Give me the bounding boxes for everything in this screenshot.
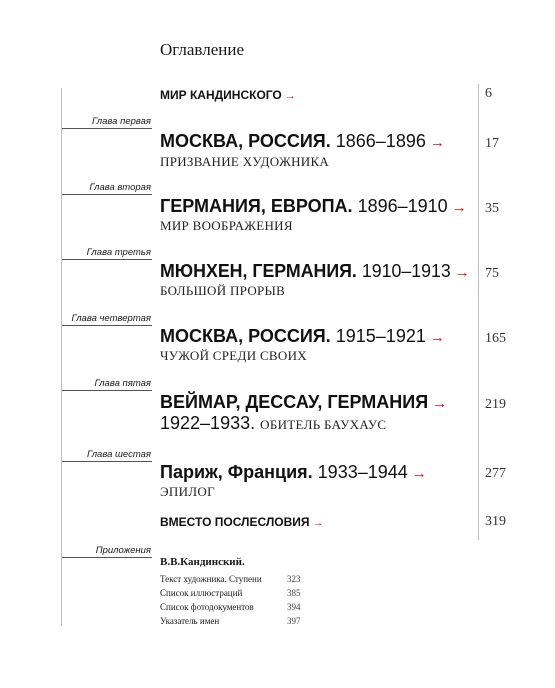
chapter-2-subtitle: МИР ВООБРАЖЕНИЯ (160, 218, 293, 233)
chapter-5-label: Глава пятая (94, 378, 151, 389)
appendix-item-1[interactable]: Текст художника. Ступени (160, 574, 262, 584)
chapter-4-place: МОСКВА, РОССИЯ. (160, 326, 331, 346)
chapter-5-page-number: 219 (485, 397, 506, 412)
arrow-right-icon: → (411, 465, 427, 482)
chapter-1-title[interactable] (160, 131, 445, 152)
toc-entry-afterword[interactable] (160, 515, 324, 529)
appendix-item-1-page: 323 (287, 574, 301, 584)
appendix-heading: В.В.Кандинский. (160, 556, 245, 568)
intro-page-number: 6 (485, 86, 492, 101)
arrow-right-icon: → (432, 395, 448, 412)
chapter-6-subtitle: ЭПИЛОГ (160, 484, 215, 499)
chapter-6-label: Глава шестая (86, 449, 151, 460)
chapter-5-subtitle: ОБИТЕЛЬ БАУХАУС (260, 417, 387, 432)
appendix-item-3[interactable]: Список фотодокументов (160, 602, 254, 612)
toc-entry-intro[interactable] (160, 88, 296, 102)
chapter-2-place: ГЕРМАНИЯ, ЕВРОПА. (160, 196, 353, 216)
chapter-1-subtitle: ПРИЗВАНИЕ ХУДОЖНИКА (160, 154, 330, 169)
chapter-6-years: 1933–1944 (317, 462, 408, 482)
chapter-5-title[interactable] (160, 392, 447, 413)
chapter-2-rule (62, 194, 152, 195)
chapter-5-place: ВЕЙМАР, ДЕССАУ, ГЕРМАНИЯ (160, 392, 429, 412)
appendix-label: Приложения (95, 545, 151, 556)
afterword-title: ВМЕСТО ПОСЛЕСЛОВИЯ (160, 515, 310, 529)
chapter-4-title[interactable] (160, 326, 445, 347)
chapter-1-page-number: 17 (485, 136, 499, 151)
arrow-right-icon: → (451, 199, 467, 216)
chapter-6-title[interactable] (160, 462, 427, 483)
left-divider (61, 88, 62, 626)
chapter-3-subtitle: БОЛЬШОЙ ПРОРЫВ (160, 283, 286, 298)
appendix-item-2-page: 385 (287, 588, 301, 598)
chapter-3-page-number: 75 (485, 266, 499, 281)
chapter-3-years: 1910–1913 (361, 261, 451, 281)
chapter-6-rule (62, 461, 152, 462)
appendix-item-4[interactable]: Указатель имен (160, 616, 220, 626)
chapter-2-page-number: 35 (485, 201, 499, 216)
chapter-3-title[interactable] (160, 261, 470, 282)
page-title: Оглавление (160, 40, 244, 59)
chapter-4-page-number: 165 (485, 331, 506, 346)
arrow-right-icon: → (429, 134, 445, 151)
arrow-right-icon: → (454, 264, 470, 281)
chapter-1-place: МОСКВА, РОССИЯ. (160, 131, 331, 151)
appendix-rule (62, 557, 152, 558)
right-divider (478, 84, 479, 540)
appendix-item-2[interactable]: Список иллюстраций (160, 588, 243, 598)
chapter-5-years: 1922–1933. (160, 413, 256, 433)
chapter-3-rule (62, 259, 152, 260)
chapter-6-page-number: 277 (485, 466, 506, 481)
chapter-1-years: 1866–1896 (335, 131, 426, 151)
chapter-4-label: Глава четвертая (71, 313, 151, 324)
appendix-item-4-page: 397 (287, 616, 301, 626)
arrow-right-icon: → (312, 517, 324, 529)
chapter-1-rule (62, 128, 152, 129)
chapter-3-place: МЮНХЕН, ГЕРМАНИЯ. (160, 261, 357, 281)
chapter-1-label: Глава первая (92, 116, 151, 127)
chapter-5-title-line2[interactable] (160, 413, 386, 434)
chapter-4-subtitle: ЧУЖОЙ СРЕДИ СВОИХ (160, 348, 307, 363)
chapter-4-rule (62, 325, 152, 326)
chapter-4-years: 1915–1921 (335, 326, 426, 346)
chapter-6-place: Париж, Франция. (160, 462, 313, 482)
chapter-2-label: Глава вторая (89, 182, 151, 193)
chapter-2-title[interactable] (160, 196, 467, 217)
chapter-3-label: Глава третья (86, 247, 151, 258)
appendix-item-3-page: 394 (287, 602, 301, 612)
arrow-right-icon: → (429, 329, 445, 346)
arrow-right-icon: → (284, 90, 296, 102)
intro-title: МИР КАНДИНСКОГО (160, 88, 282, 102)
afterword-page-number: 319 (485, 514, 506, 529)
chapter-5-rule (62, 390, 152, 391)
chapter-2-years: 1896–1910 (357, 196, 448, 216)
